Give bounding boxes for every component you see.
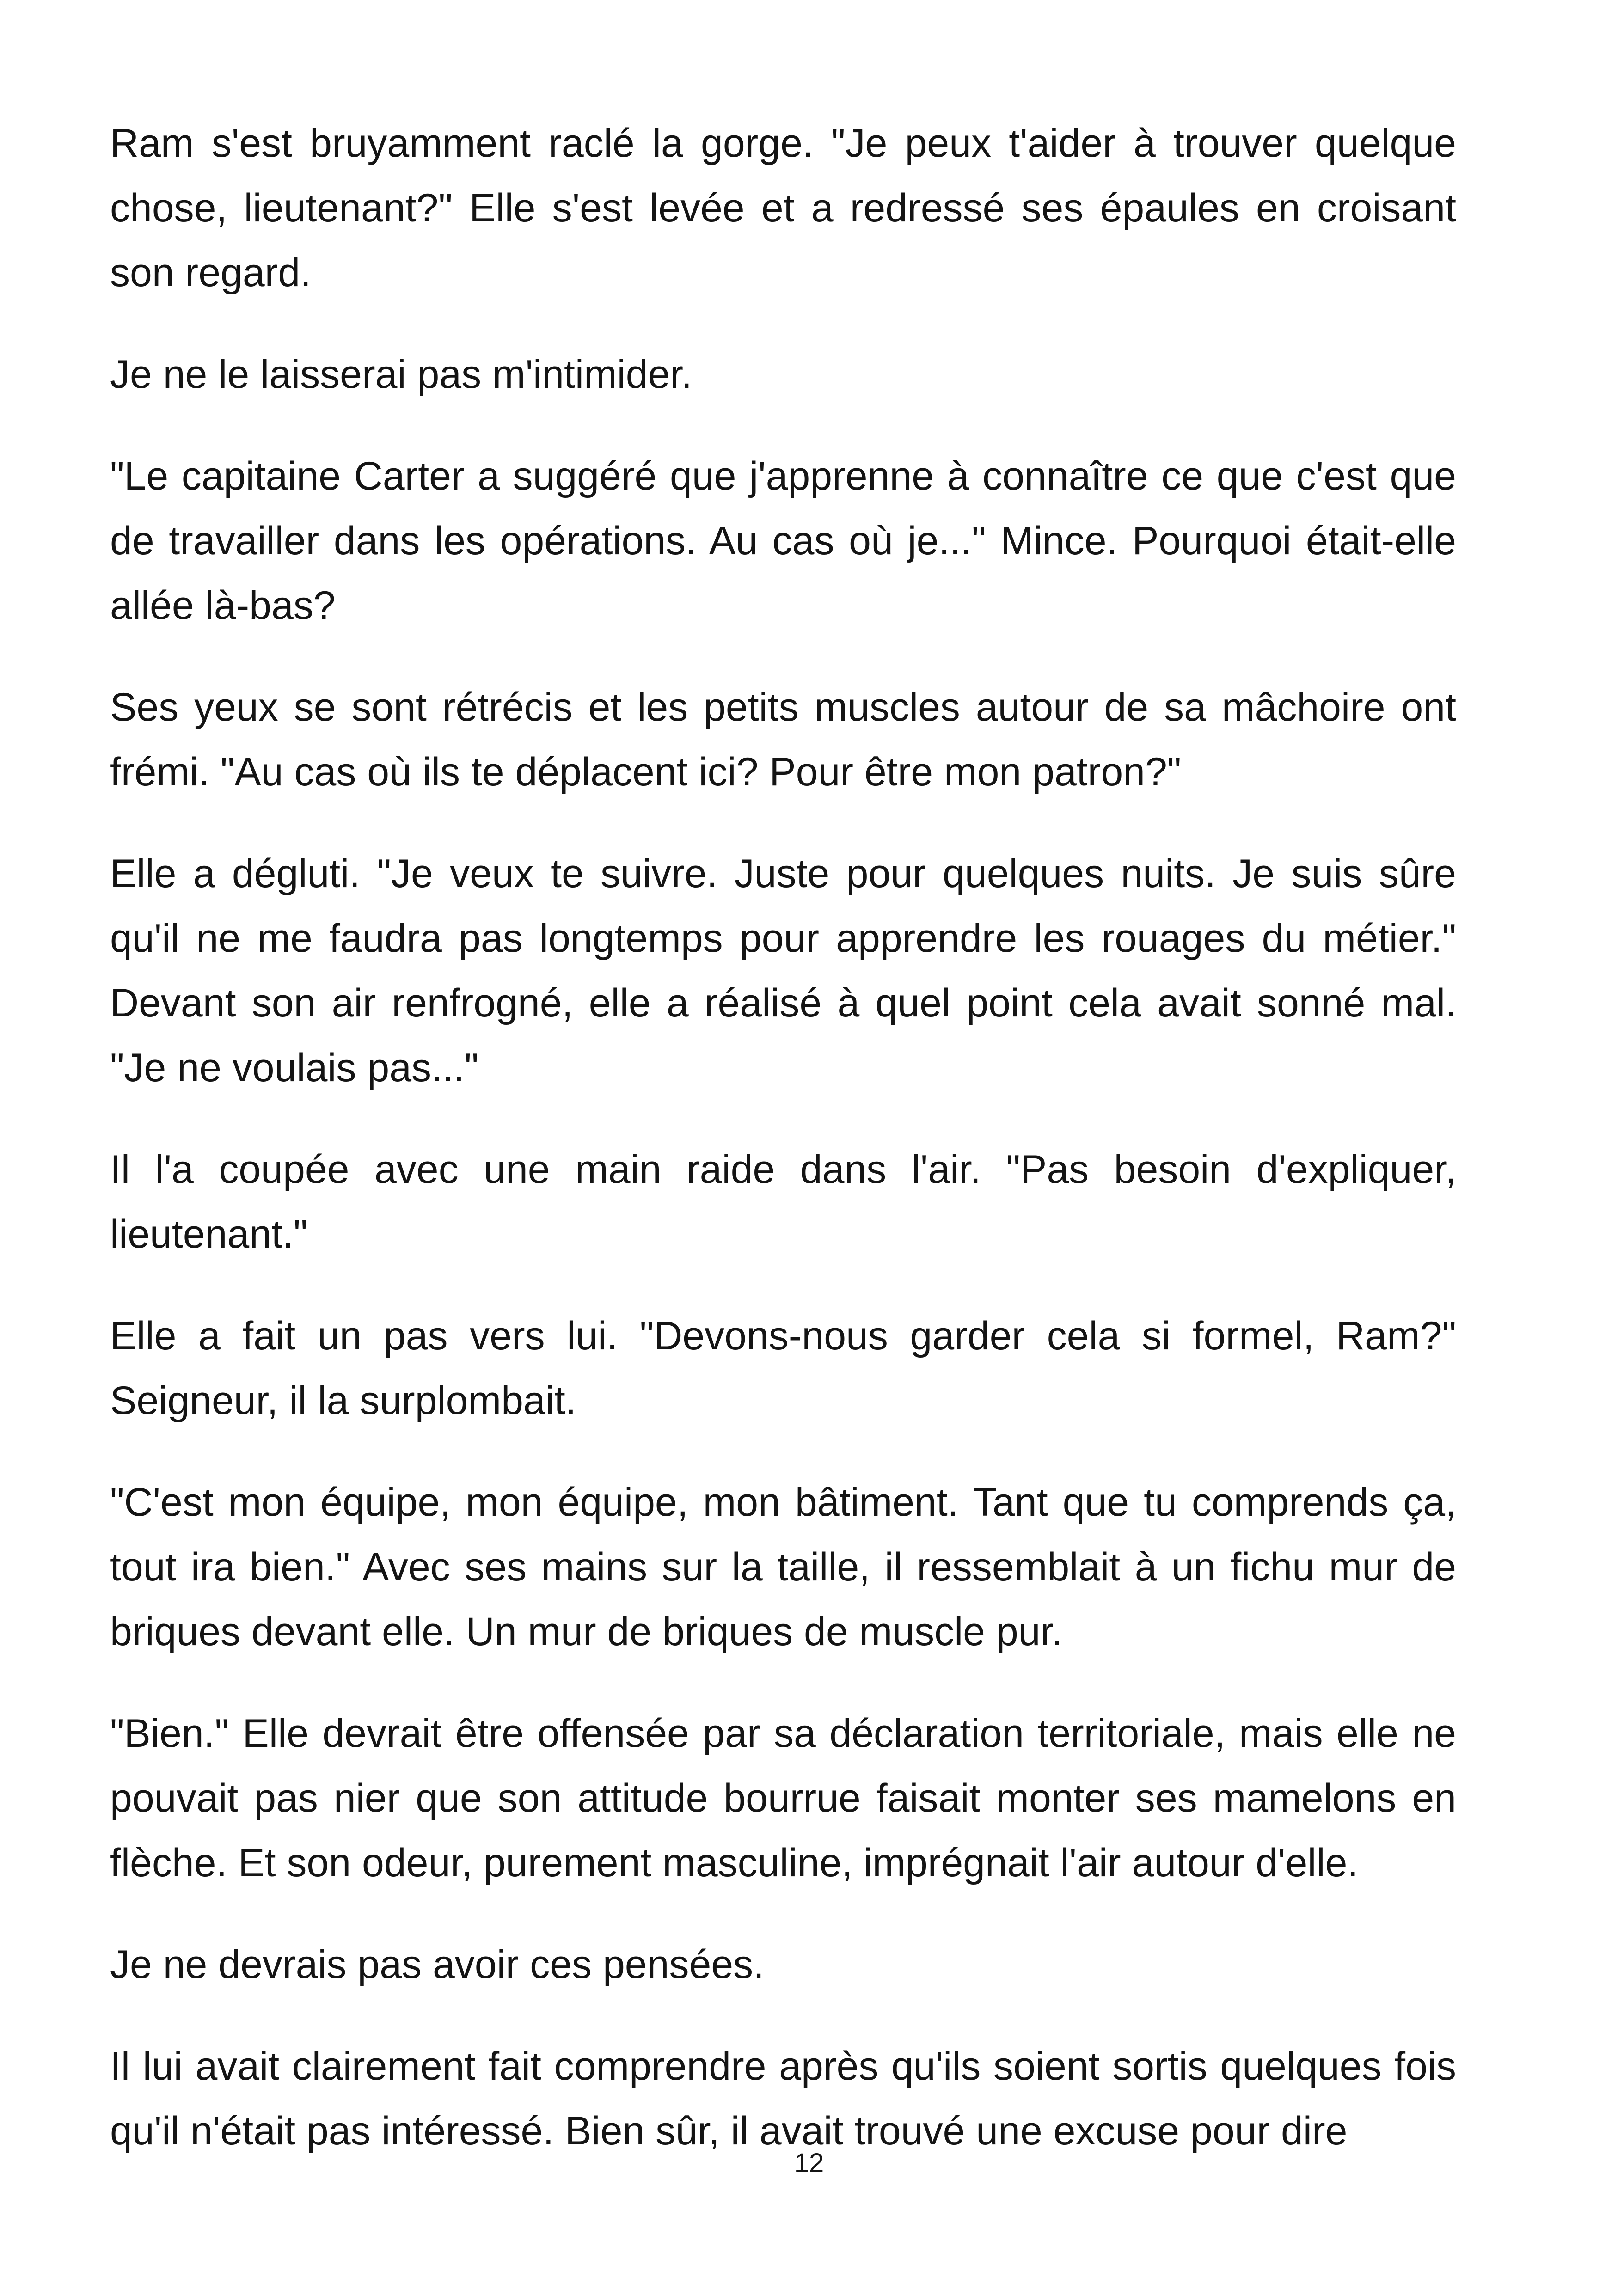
paragraph: Ram s'est bruyamment raclé la gorge. "Je peux t'aider à trouver quelque chose, lieutenant?" Elle s'est levée et a redressé ses épaules en croisant son regard. (110, 121, 1456, 295)
page-number: 12 (794, 2148, 824, 2178)
paragraph: Il l'a coupée avec une main raide dans l'air. "Pas besoin d'expliquer, lieutenant." (110, 1147, 1456, 1256)
paragraph: "C'est mon équipe, mon équipe, mon bâtiment. Tant que tu comprends ça, tout ira bien." Avec ses mains sur la taille, il ressemblait à un fichu mur de briques devant elle. Un mur de briques de muscle pur. (110, 1480, 1456, 1654)
paragraph: Je ne le laisserai pas m'intimider. (110, 352, 693, 397)
paragraph: Je ne devrais pas avoir ces pensées. (110, 1942, 765, 1987)
paragraph: Ses yeux se sont rétrécis et les petits muscles autour de sa mâchoire ont frémi. "Au cas où ils te déplacent ici? Pour être mon patron?" (110, 685, 1456, 794)
paragraph: Il lui avait clairement fait comprendre après qu'ils soient sortis quelques fois qu'il n'était pas intéressé. Bien sûr, il avait trouvé une excuse pour dire (110, 2044, 1456, 2153)
paragraph: "Le capitaine Carter a suggéré que j'apprenne à connaître ce que c'est que de travailler dans les opérations. Au cas où je..." Mince. Pourquoi était-elle allée là-bas? (110, 454, 1456, 628)
body-text (110, 111, 1456, 2200)
paragraph: "Bien." Elle devrait être offensée par sa déclaration territoriale, mais elle ne pouvait pas nier que son attitude bourrue faisait monter ses mamelons en flèche. Et son odeur, purement masculine, imprégnait l'air autour d'elle. (110, 1711, 1456, 1885)
paragraph: Elle a dégluti. "Je veux te suivre. Juste pour quelques nuits. Je suis sûre qu'il ne me faudra pas longtemps pour apprendre les rouages du métier." Devant son air renfrogné, elle a réalisé à quel point cela avait sonné mal. "Je ne voulais pas..." (110, 851, 1456, 1090)
paragraph: Elle a fait un pas vers lui. "Devons-nous garder cela si formel, Ram?" Seigneur, il la surplombait. (110, 1314, 1456, 1423)
